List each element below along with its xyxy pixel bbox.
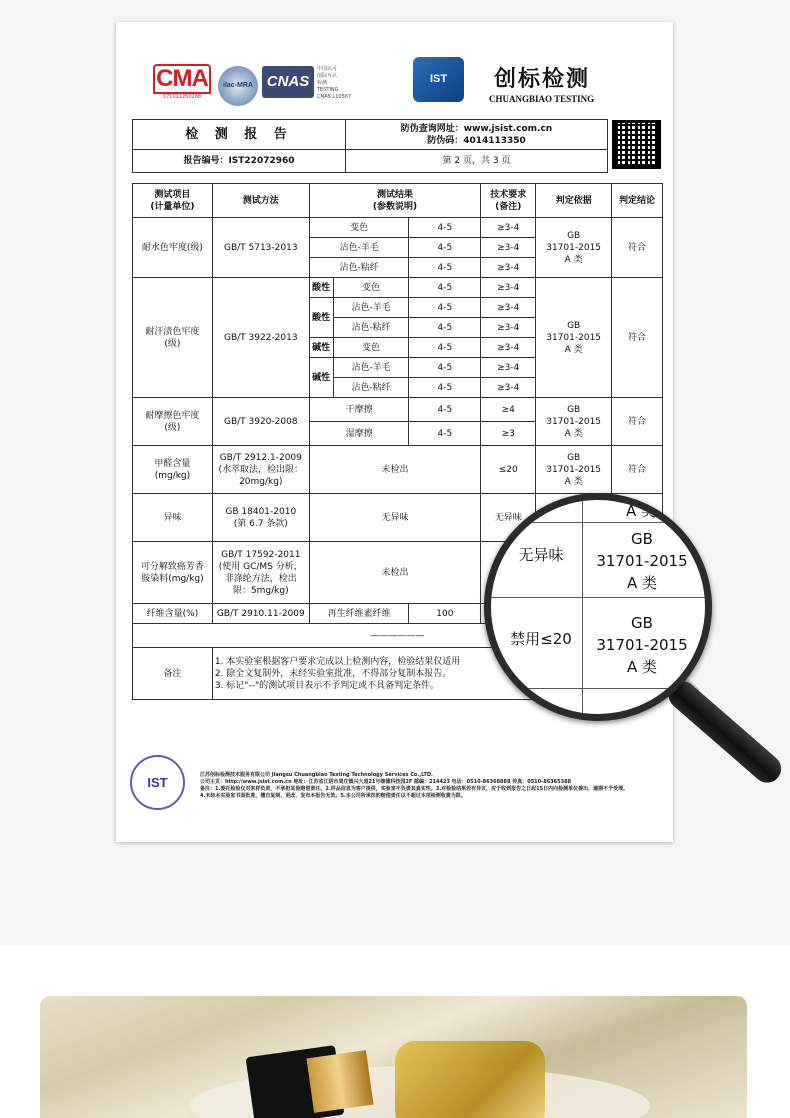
lens-line-text: A 类 xyxy=(626,658,658,676)
acid-label: 酸性 xyxy=(309,298,333,338)
ist-seal: IST xyxy=(130,755,185,810)
report-title: 检 测 报 告 xyxy=(133,120,346,150)
lens-line-text: A 类 xyxy=(626,574,658,592)
page-indicator: 第 2 页，共 3 页 xyxy=(346,150,608,173)
lens-line-text: GB xyxy=(631,614,653,632)
footer-text xyxy=(200,772,660,800)
sub-item: 沾色-粘纤 xyxy=(309,258,409,278)
result-cell: 未检出 xyxy=(309,446,481,494)
verdict-cell: 符合 xyxy=(612,218,663,278)
acid-label: 酸性 xyxy=(309,278,333,298)
note-line: 3. 标记"--"的测试项目表示不予判定或不具备判定条件。 xyxy=(214,680,440,691)
product-photo xyxy=(40,996,747,1118)
magnifier-lens xyxy=(484,493,712,721)
result-cell: 无异味 xyxy=(309,494,481,542)
req-cell: ≥3-4 xyxy=(481,358,536,378)
col-header: 测试结果 (参数说明) xyxy=(309,184,481,218)
col-header: 技术要求 (备注) xyxy=(481,184,536,218)
ilac-logo: ilac-MRA xyxy=(218,66,258,106)
alkali-label: 碱性 xyxy=(309,338,333,358)
lens-line-text: 31701-2015 xyxy=(596,636,688,654)
col-header: 测试项目 (计量单位) xyxy=(133,184,213,218)
cnas-caption xyxy=(317,66,357,101)
perfume-bottle xyxy=(395,1041,545,1118)
notes-label: 备注 xyxy=(133,648,213,700)
report-number: 报告编号：IST22072960 xyxy=(133,150,346,173)
result-cell: 再生纤维素纤维 xyxy=(309,604,409,624)
result-cell: 4-5 xyxy=(409,258,481,278)
sub-item: 干摩擦 xyxy=(309,398,409,422)
req-cell: ≥3-4 xyxy=(481,258,536,278)
req-cell: ≥3-4 xyxy=(481,278,536,298)
sub-item: 变色 xyxy=(309,218,409,238)
item-cell: 耐汗渍色牢度 (级) xyxy=(133,278,213,398)
lens-line-text: 31701-2015 xyxy=(596,552,688,570)
item-cell: 可分解致癌芳香 胺染料(mg/kg) xyxy=(133,542,213,604)
lens-text xyxy=(587,528,697,594)
result-cell: 未检出 xyxy=(309,542,481,604)
lens-line xyxy=(491,597,705,598)
verdict-cell: 符合 xyxy=(612,398,663,446)
report-header-table xyxy=(132,119,608,173)
req-cell: ≥3 xyxy=(481,422,536,446)
req-cell: ≥4 xyxy=(481,398,536,422)
basis-cell: GB 31701-2015 A 类 xyxy=(536,446,612,494)
result-cell: 4-5 xyxy=(409,338,481,358)
item-cell: 纤维含量(%) xyxy=(133,604,213,624)
item-cell: 耐水色牢度(级) xyxy=(133,218,213,278)
lens-line xyxy=(582,500,583,714)
footer-note: 备注：1.委托检验仅对来样负责，不承担其他赔偿责任。2.样品信息为客户提供，实验室不负责其真实性。3.对检验结果若有异议，应于收到报告之日起15日内向检测单位提出，逾期不予受理。 xyxy=(200,786,629,792)
result-cell: 4-5 xyxy=(409,218,481,238)
result-cell: 4-5 xyxy=(409,318,481,338)
lens-line-text: GB xyxy=(631,530,653,548)
ist-logo: IST xyxy=(413,57,464,102)
method-cell: GB/T 3922-2013 xyxy=(212,278,309,398)
col-header: 判定依据 xyxy=(536,184,612,218)
footer-note: 4.未经本实验室书面批准，擅自复制、更改、发布本报告无效。5.本公司所承担的赔偿责任以不超过本项检测收费为限。 xyxy=(200,793,466,799)
method-cell: GB/T 17592-2011 (使用 GC/MS 分析， 非涤纶方法，检出 限：5mg/kg) xyxy=(212,542,309,604)
lens-text: A 类 xyxy=(625,502,657,520)
verdict-cell: 符合 xyxy=(612,446,663,494)
result-cell: 4-5 xyxy=(409,298,481,318)
req-cell: ≥3-4 xyxy=(481,318,536,338)
req-cell: 无异味 xyxy=(481,494,536,542)
result-cell: 4-5 xyxy=(409,422,481,446)
item-cell: 异味 xyxy=(133,494,213,542)
col-header: 测试方法 xyxy=(212,184,309,218)
result-cell: 4-5 xyxy=(409,358,481,378)
sub-item: 沾色-羊毛 xyxy=(333,358,409,378)
footer-company: 江苏创标检测技术服务有限公司 Jiangsu Chuangbiao Testing Technology Services Co.,LTD. xyxy=(200,772,433,778)
result-cell: 4-5 xyxy=(409,398,481,422)
lens-text xyxy=(587,612,697,678)
req-cell: ≤20 xyxy=(481,446,536,494)
value-cell: 100 xyxy=(409,604,481,624)
req-cell: ≥3-4 xyxy=(481,298,536,318)
cma-logo-text: CMA xyxy=(153,64,211,94)
verify-info xyxy=(346,120,608,150)
method-cell: GB 18401-2010 (第 6.7 条款) xyxy=(212,494,309,542)
sub-item: 沾色-粘纤 xyxy=(333,318,409,338)
footer-contact: 公司主页：http://www.jsist.com.cn 地址：江苏省江阴市周庄镇兴大道21号继德科技园2F 邮编：214423 电话：0510-86368888 传真：0510-86365388 xyxy=(200,779,572,785)
method-cell: GB/T 5713-2013 xyxy=(212,218,309,278)
cnas-line: 国际互认 xyxy=(317,73,338,79)
cma-number: 171011260288 xyxy=(162,94,202,100)
req-cell: ≥3-4 xyxy=(481,338,536,358)
lens-line xyxy=(491,522,705,523)
lens-text: 禁用≤20 xyxy=(510,630,572,648)
method-cell: GB/T 3920-2008 xyxy=(212,398,309,446)
result-cell: 4-5 xyxy=(409,378,481,398)
sub-item: 沾色-粘纤 xyxy=(333,378,409,398)
col-header: 判定结论 xyxy=(612,184,663,218)
sub-item: 沾色-羊毛 xyxy=(309,238,409,258)
note-line: 2. 除全文复制外，未经实验室批准，不得部分复制本报告。 xyxy=(214,668,452,679)
item-cell: 甲醛含量 (mg/kg) xyxy=(133,446,213,494)
req-cell: ≥3-4 xyxy=(481,238,536,258)
table-divider: —————— xyxy=(133,624,663,648)
note-line: 1. 本实验室根据客户要求完成以上检测内容，检验结果仅适用 xyxy=(214,656,461,667)
method-cell: GB/T 2912.1-2009 (水萃取法，检出限： 20mg/kg) xyxy=(212,446,309,494)
sub-item: 湿摩擦 xyxy=(309,422,409,446)
bottle-ring xyxy=(306,1050,373,1113)
verify-code: 防伪码：4014113350 xyxy=(427,135,526,146)
result-cell: 4-5 xyxy=(409,238,481,258)
lens-line xyxy=(491,688,705,689)
qr-code-icon xyxy=(612,120,661,169)
cma-logo xyxy=(153,64,211,100)
basis-cell: GB 31701-2015 A 类 xyxy=(536,398,612,446)
company-name-cn: 创标检测 xyxy=(494,67,591,92)
sub-item: 沾色-羊毛 xyxy=(333,298,409,318)
method-cell: GB/T 2910.11-2009 xyxy=(212,604,309,624)
cnas-line: CNAS L10567 xyxy=(317,94,352,100)
req-cell: ≥3-4 xyxy=(481,378,536,398)
cnas-line: TESTING xyxy=(317,87,339,93)
cnas-line: 中国认可 xyxy=(317,66,338,72)
basis-cell: GB 31701-2015 A 类 xyxy=(536,218,612,278)
cnas-line: 检测 xyxy=(317,80,328,86)
req-cell: ≥3-4 xyxy=(481,218,536,238)
verify-url: 防伪查询网址：www.jsist.com.cn xyxy=(400,123,553,134)
basis-cell: GB 31701-2015 A 类 xyxy=(536,278,612,398)
result-cell: 4-5 xyxy=(409,278,481,298)
verdict-cell: 符合 xyxy=(612,278,663,398)
alkali-label: 碱性 xyxy=(309,358,333,398)
lens-text: 无异味 xyxy=(518,546,564,564)
sub-item: 变色 xyxy=(333,338,409,358)
sub-item: 变色 xyxy=(333,278,409,298)
cnas-logo: CNAS xyxy=(262,66,314,98)
item-cell: 耐摩擦色牢度 (级) xyxy=(133,398,213,446)
company-name-en: CHUANGBIAO TESTING xyxy=(489,94,595,104)
